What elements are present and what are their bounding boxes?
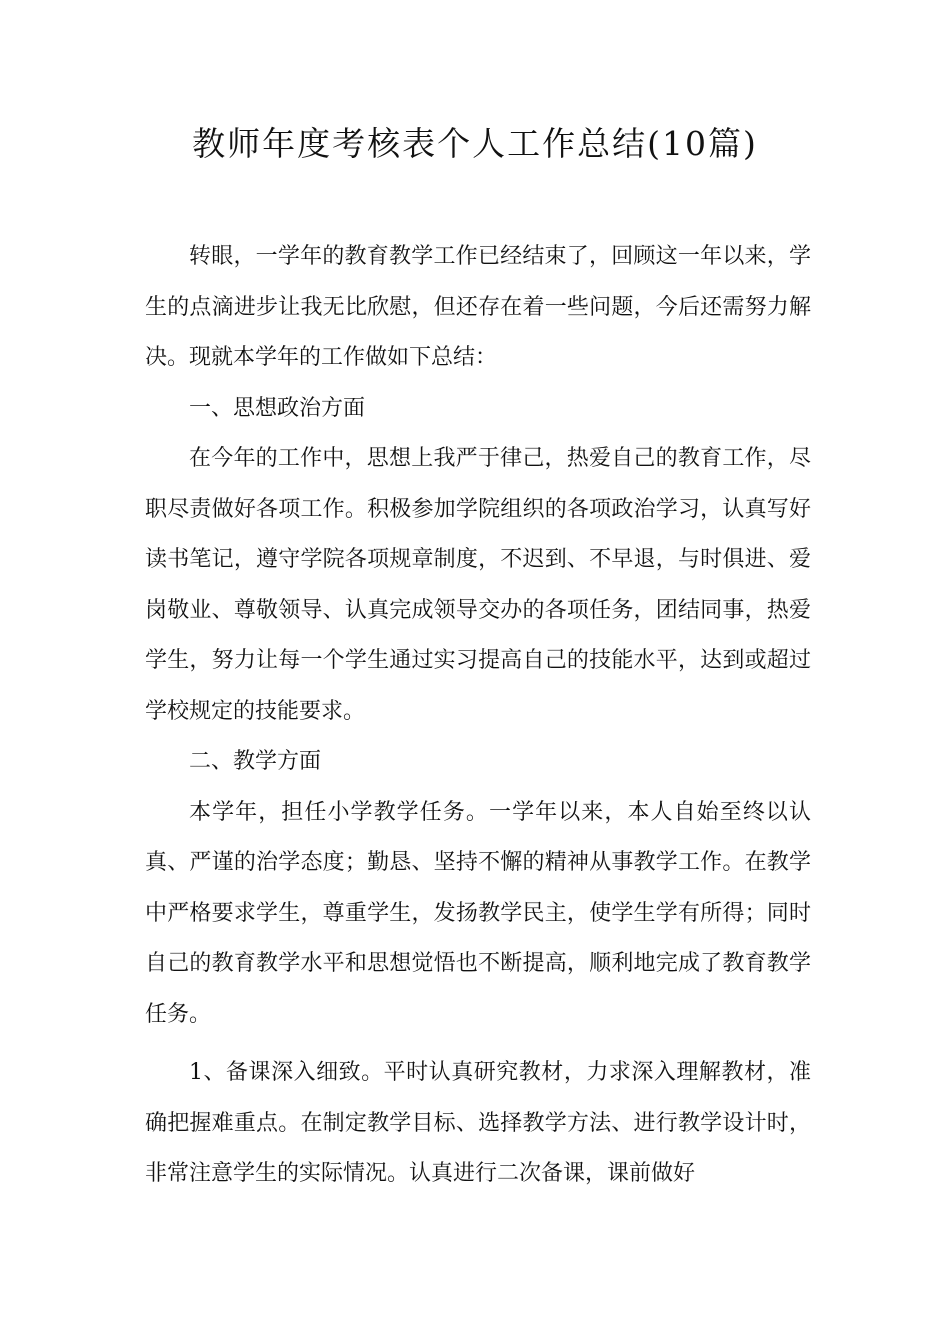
paragraph-ideology: 在今年的工作中，思想上我严于律己，热爱自己的教育工作，尽职尽责做好各项工作。积极参加学院组织的各项政治学习，认真写好读书笔记，遵守学院各项规章制度，不迟到、不早退，与时俱进、爱岗敬业、尊敬领导、认真完成领导交办的各项任务，团结同事，热爱学生，努力让每一个学生通过实习提高自己的技能水平，达到或超过学校规定的技能要求。	[145, 446, 811, 724]
paragraph-lesson-prep: 1、备课深入细致。平时认真研究教材，力求深入理解教材，准确把握难重点。在制定教学目标、选择教学方法、进行教学设计时，非常注意学生的实际情况。认真进行二次备课，课前做好	[145, 1060, 811, 1186]
document-body	[145, 232, 811, 1200]
section-heading-ideology: 一、思想政治方面	[189, 395, 366, 421]
paragraph-intro: 转眼，一学年的教育教学工作已经结束了，回顾这一年以来，学生的点滴进步让我无比欣慰，但还存在着一些问题，今后还需努力解决。现就本学年的工作做如下总结：	[145, 244, 811, 370]
document-title: 教师年度考核表个人工作总结(10篇)	[192, 124, 758, 163]
section-heading-teaching: 二、教学方面	[189, 749, 322, 774]
paragraph-teaching: 本学年，担任小学教学任务。一学年以来，本人自始至终以认真、严谨的治学态度；勤恳、坚持不懈的精神从事教学工作。在教学中严格要求学生，尊重学生，发扬教学民主，使学生学有所得；同时自己的教育教学水平和思想觉悟也不断提高，顺利地完成了教育教学任务。	[145, 799, 811, 1027]
